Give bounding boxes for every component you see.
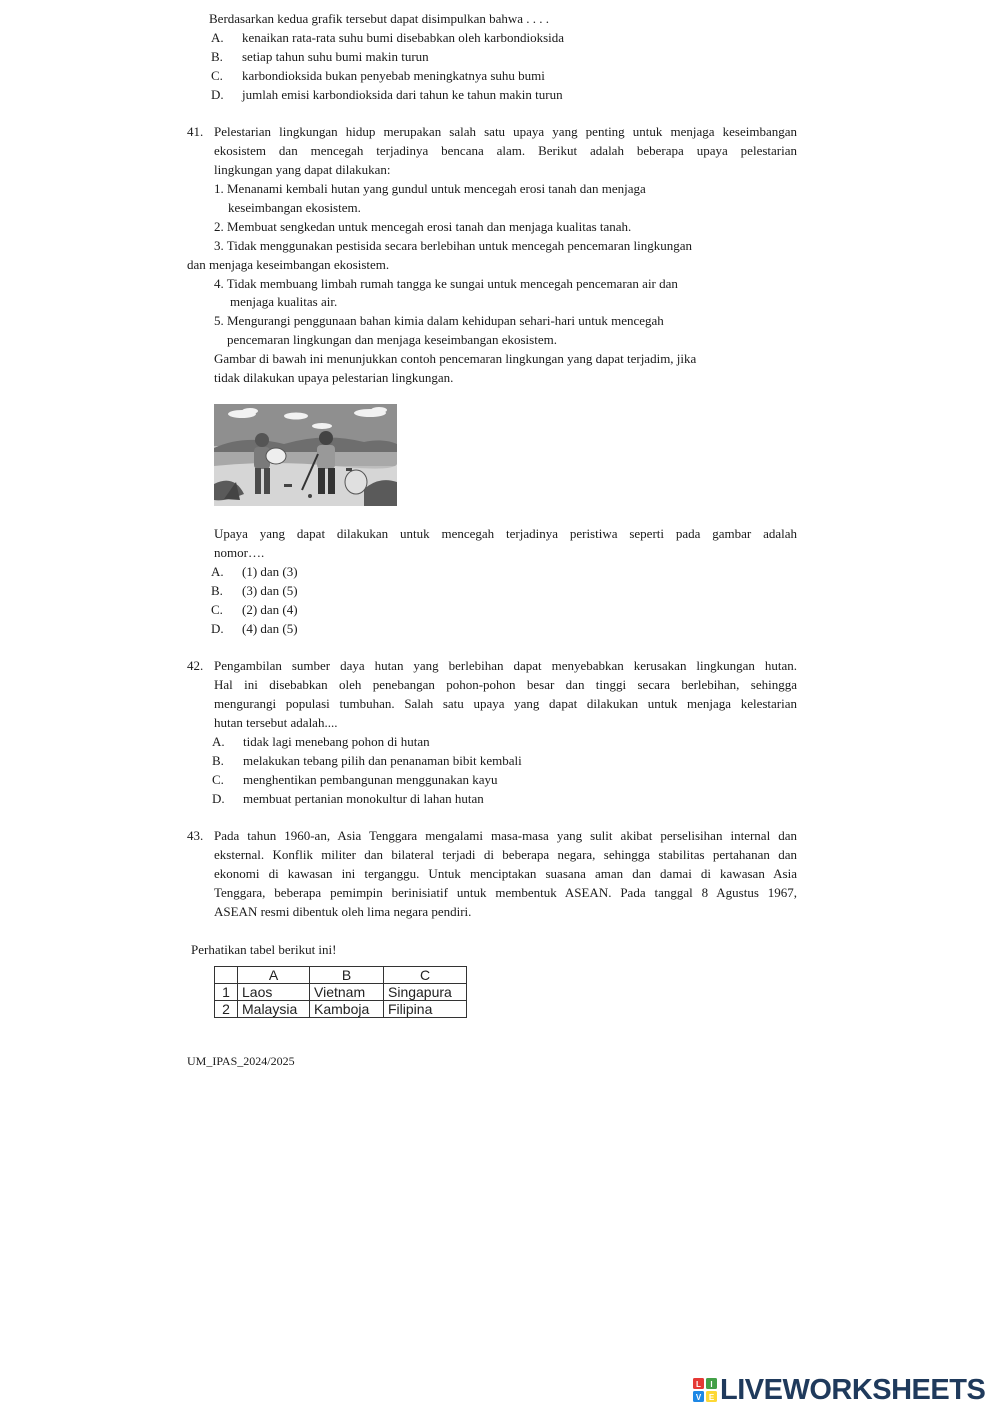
table-corner-cell	[215, 967, 238, 984]
q40-option-c[interactable]: C. karbondioksida bukan penyebab meningkatnya suhu bumi	[211, 68, 545, 83]
q42-option-c[interactable]: C. menghentikan pembangunan menggunakan kayu	[212, 772, 498, 787]
q41-option-a[interactable]: A. (1) dan (3)	[211, 564, 298, 579]
q41-list-item-1: 1. Menanami kembali hutan yang gundul untuk mencegah erosi tanah dan menjaga	[214, 181, 646, 196]
beach-cleanup-drawing	[214, 404, 397, 506]
beach-cleanup-illustration	[214, 404, 397, 506]
table-row	[215, 1001, 467, 1018]
table-cell: Malaysia	[238, 1001, 310, 1018]
q42-option-d[interactable]: D. membuat pertanian monokultur di lahan hutan	[212, 791, 484, 806]
asean-country-table	[214, 966, 467, 1018]
logo-tile-letter: L	[696, 1380, 701, 1389]
page-footer: UM_IPAS_2024/2025	[187, 1054, 295, 1068]
q41-list-item-4: 4. Tidak membuang limbah rumah tangga ke sungai untuk mencegah pencemaran air dan	[214, 276, 678, 291]
q41-list-item-1-cont: keseimbangan ekosistem.	[228, 200, 361, 215]
q41-list-item-2: 2. Membuat sengkedan untuk mencegah erosi tanah dan menjaga kualitas tanah.	[214, 219, 632, 234]
table-cell: Laos	[238, 984, 310, 1001]
table-header-row	[215, 967, 467, 984]
q40-stem: Berdasarkan kedua grafik tersebut dapat disimpulkan bahwa . . . .	[209, 11, 550, 26]
q41-option-b[interactable]: B. (3) dan (5)	[211, 583, 298, 598]
table-cell: Singapura	[384, 984, 467, 1001]
q41-list-item-5-cont: pencemaran lingkungan dan menjaga keseimbangan ekosistem.	[227, 332, 557, 347]
logo-tile-letter: I	[710, 1380, 713, 1389]
q42-stem: Pengambilan sumber daya hutan yang berlebihan dapat menyebabkan kerusakan lingkungan hutan. Hal ini disebabkan oleh penebangan pohon-pohon besar dan tinggi secara berlebihan, sehingga mengurangi populasi tumbuhan. Salah satu upaya yang dapat dilakukan untuk menjaga kelestarian hutan tersebut adalah....	[214, 658, 797, 730]
q43-stem: Pada tahun 1960-an, Asia Tenggara mengalami masa-masa yang sulit akibat perselisihan internal dan eksternal. Konflik militer dan bilateral terjadi di beberapa negara, sehingga stabilitas pertahanan dan ekonomi di kawasan ini terganggu. Untuk menciptakan suasana aman dan damai di kawasan Asia Tenggara, beberapa pemimpin berinisiatif untuk membentuk ASEAN. Pada tanggal 8 Agustus 1967, ASEAN resmi dibentuk oleh lima negara pendiri.	[214, 828, 797, 919]
q40-option-b[interactable]: B. setiap tahun suhu bumi makin turun	[211, 49, 429, 64]
q41-intro: Pelestarian lingkungan hidup merupakan salah satu upaya yang penting untuk menjaga keseimbangan ekosistem dan mencegah terjadinya bencana alam. Berikut adalah beberapa upaya pelestarian lingkungan yang dapat dilakukan:	[214, 124, 797, 177]
q42-option-b[interactable]: B. melakukan tebang pilih dan penanaman bibit kembali	[212, 753, 522, 768]
table-row	[215, 984, 467, 1001]
table-header-cell: C	[384, 967, 467, 984]
q41-question: Upaya yang dapat dilakukan untuk mencegah terjadinya peristiwa seperti pada gambar adalah nomor….	[214, 526, 797, 560]
q41-list-item-3-cont: dan menjaga keseimbangan ekosistem.	[187, 257, 390, 272]
q43-number: 43.	[187, 828, 204, 843]
q40-option-d[interactable]: D. jumlah emisi karbondioksida dari tahun ke tahun makin turun	[211, 87, 563, 102]
liveworksheets-logo	[693, 1375, 985, 1405]
q40-option-a[interactable]: A. kenaikan rata-rata suhu bumi disebabkan oleh karbondioksida	[211, 30, 565, 45]
q41-option-c[interactable]: C. (2) dan (4)	[211, 602, 298, 617]
table-row-number: 1	[215, 984, 238, 1001]
table-header-cell: A	[238, 967, 310, 984]
q41-option-d[interactable]: D. (4) dan (5)	[211, 621, 298, 636]
q42-option-a[interactable]: A. tidak lagi menebang pohon di hutan	[212, 734, 430, 749]
liveworksheets-tiles-icon	[693, 1378, 717, 1402]
table-cell: Vietnam	[310, 984, 384, 1001]
q41-image-caption-1: Gambar di bawah ini menunjukkan contoh pencemaran lingkungan yang dapat terjadim, jika	[214, 351, 697, 366]
q42-number: 42.	[187, 658, 204, 673]
table-cell: Kamboja	[310, 1001, 384, 1018]
q41-list-item-5: 5. Mengurangi penggunaan bahan kimia dalam kehidupan sehari-hari untuk mencegah	[214, 313, 664, 328]
logo-text: LIVEWORKSHEETS	[720, 1373, 986, 1406]
q43-table-prompt: Perhatikan tabel berikut ini!	[191, 942, 337, 957]
logo-tile-letter: V	[695, 1393, 702, 1402]
q41-list-item-3: 3. Tidak menggunakan pestisida secara berlebihan untuk mencegah pencemaran lingkungan	[214, 238, 692, 253]
logo-tile-letter: E	[708, 1393, 715, 1402]
table-cell: Filipina	[384, 1001, 467, 1018]
table-header-cell: B	[310, 967, 384, 984]
q41-image-caption-2: tidak dilakukan upaya pelestarian lingkungan.	[214, 370, 454, 385]
table-row-number: 2	[215, 1001, 238, 1018]
q41-list-item-4-cont: menjaga kualitas air.	[230, 294, 338, 309]
q41-number: 41.	[187, 124, 204, 139]
